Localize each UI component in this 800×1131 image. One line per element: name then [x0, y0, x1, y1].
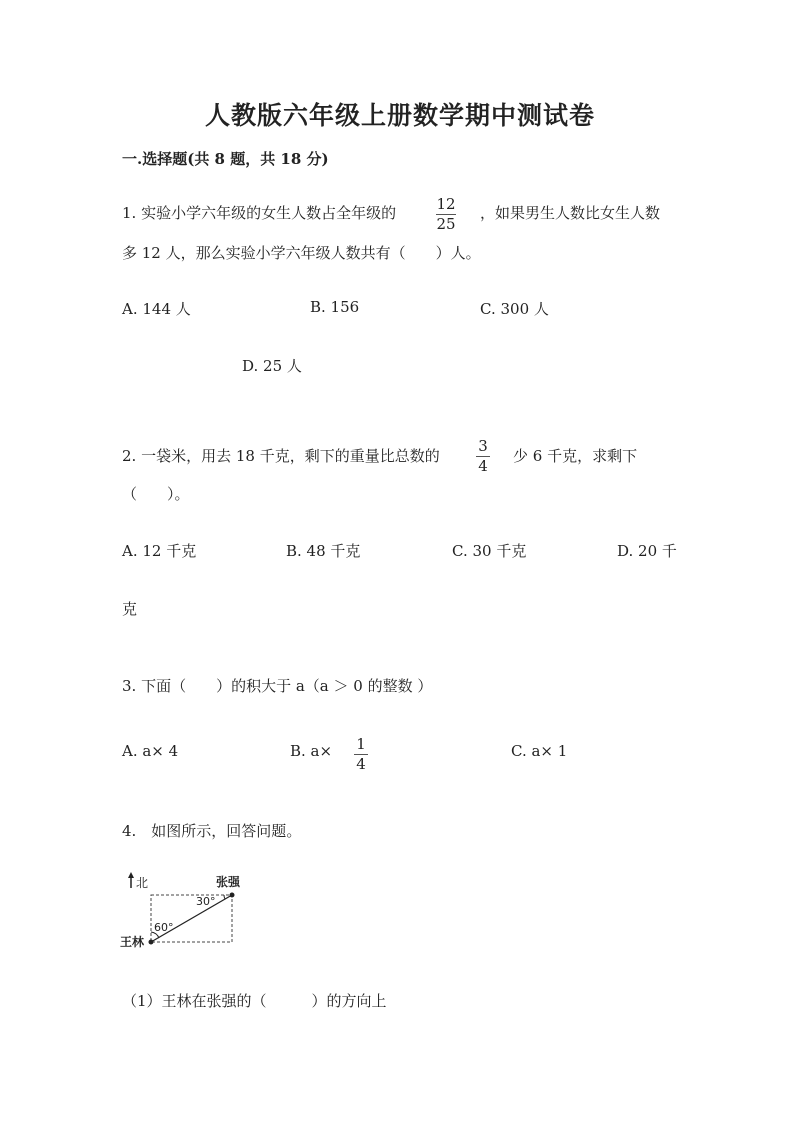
q2-text-line2: （ ）。 — [122, 485, 190, 503]
q3-option-b-denominator: 4 — [356, 755, 366, 773]
q3-option-a[interactable]: A. a× 4 — [122, 742, 179, 760]
q3-option-b-numerator: 1 — [356, 735, 366, 753]
q2-option-a[interactable]: A. 12 千克 — [122, 542, 197, 560]
q1-option-d[interactable]: D. 25 人 — [242, 357, 302, 375]
q2-option-b[interactable]: B. 48 千克 — [286, 542, 361, 560]
q2-option-c[interactable]: C. 30 千克 — [452, 542, 527, 560]
zhang-label: 张强 — [216, 875, 241, 889]
q2-text-line1: 2. 一袋米，用去 18 千克，剩下的重量比总数的 — [122, 447, 440, 465]
q1-fraction-numerator: 12 — [436, 195, 456, 213]
q3-text: 3. 下面（ ）的积大于 a（a ＞ 0 的整数 ） — [122, 677, 433, 695]
angle-60-label: 60° — [154, 921, 174, 934]
q2-option-d-wrap: 克 — [122, 600, 138, 618]
q1-option-a[interactable]: A. 144 人 — [122, 300, 191, 318]
zhang-point — [230, 893, 235, 898]
q3-option-c[interactable]: C. a× 1 — [511, 742, 568, 760]
q4-sub1-text: （1）王林在张强的（ ）的方向上 — [122, 992, 387, 1010]
q1-text-line2: 多 12 人，那么实验小学六年级人数共有（ ）人。 — [122, 244, 481, 262]
q3-option-b-fraction — [354, 736, 368, 773]
connecting-line — [151, 895, 232, 942]
section-heading: 一.选择题(共 8 题，共 18 分) — [122, 150, 329, 168]
q1-text-line1: 1. 实验小学六年级的女生人数占全年级的 — [122, 204, 397, 222]
q1-text-line1-cont: ，如果男生人数比女生人数 — [480, 204, 661, 222]
q1-fraction — [436, 196, 456, 233]
north-label: 北 — [136, 876, 149, 890]
wang-label: 王林 — [120, 935, 145, 949]
q4-text: 4. 如图所示，回答问题。 — [122, 822, 302, 840]
q2-fraction — [476, 438, 490, 475]
angle-30-label: 30° — [196, 895, 216, 908]
q4-direction-diagram — [118, 868, 253, 953]
q2-fraction-denominator: 4 — [478, 457, 488, 475]
wang-point — [149, 940, 154, 945]
q2-option-d[interactable]: D. 20 千 — [617, 542, 677, 560]
q3-option-b[interactable]: B. a× — [290, 742, 333, 760]
q2-text-line1-cont: 少 6 千克，求剩下 — [513, 447, 638, 465]
page-title: 人教版六年级上册数学期中测试卷 — [204, 101, 595, 130]
q2-fraction-numerator: 3 — [478, 437, 488, 455]
angle-30-arc — [224, 895, 225, 899]
q1-option-c[interactable]: C. 300 人 — [480, 300, 549, 318]
q1-fraction-denominator: 25 — [436, 215, 456, 233]
north-arrow-icon — [128, 872, 134, 878]
q1-option-b[interactable]: B. 156 — [310, 298, 360, 316]
